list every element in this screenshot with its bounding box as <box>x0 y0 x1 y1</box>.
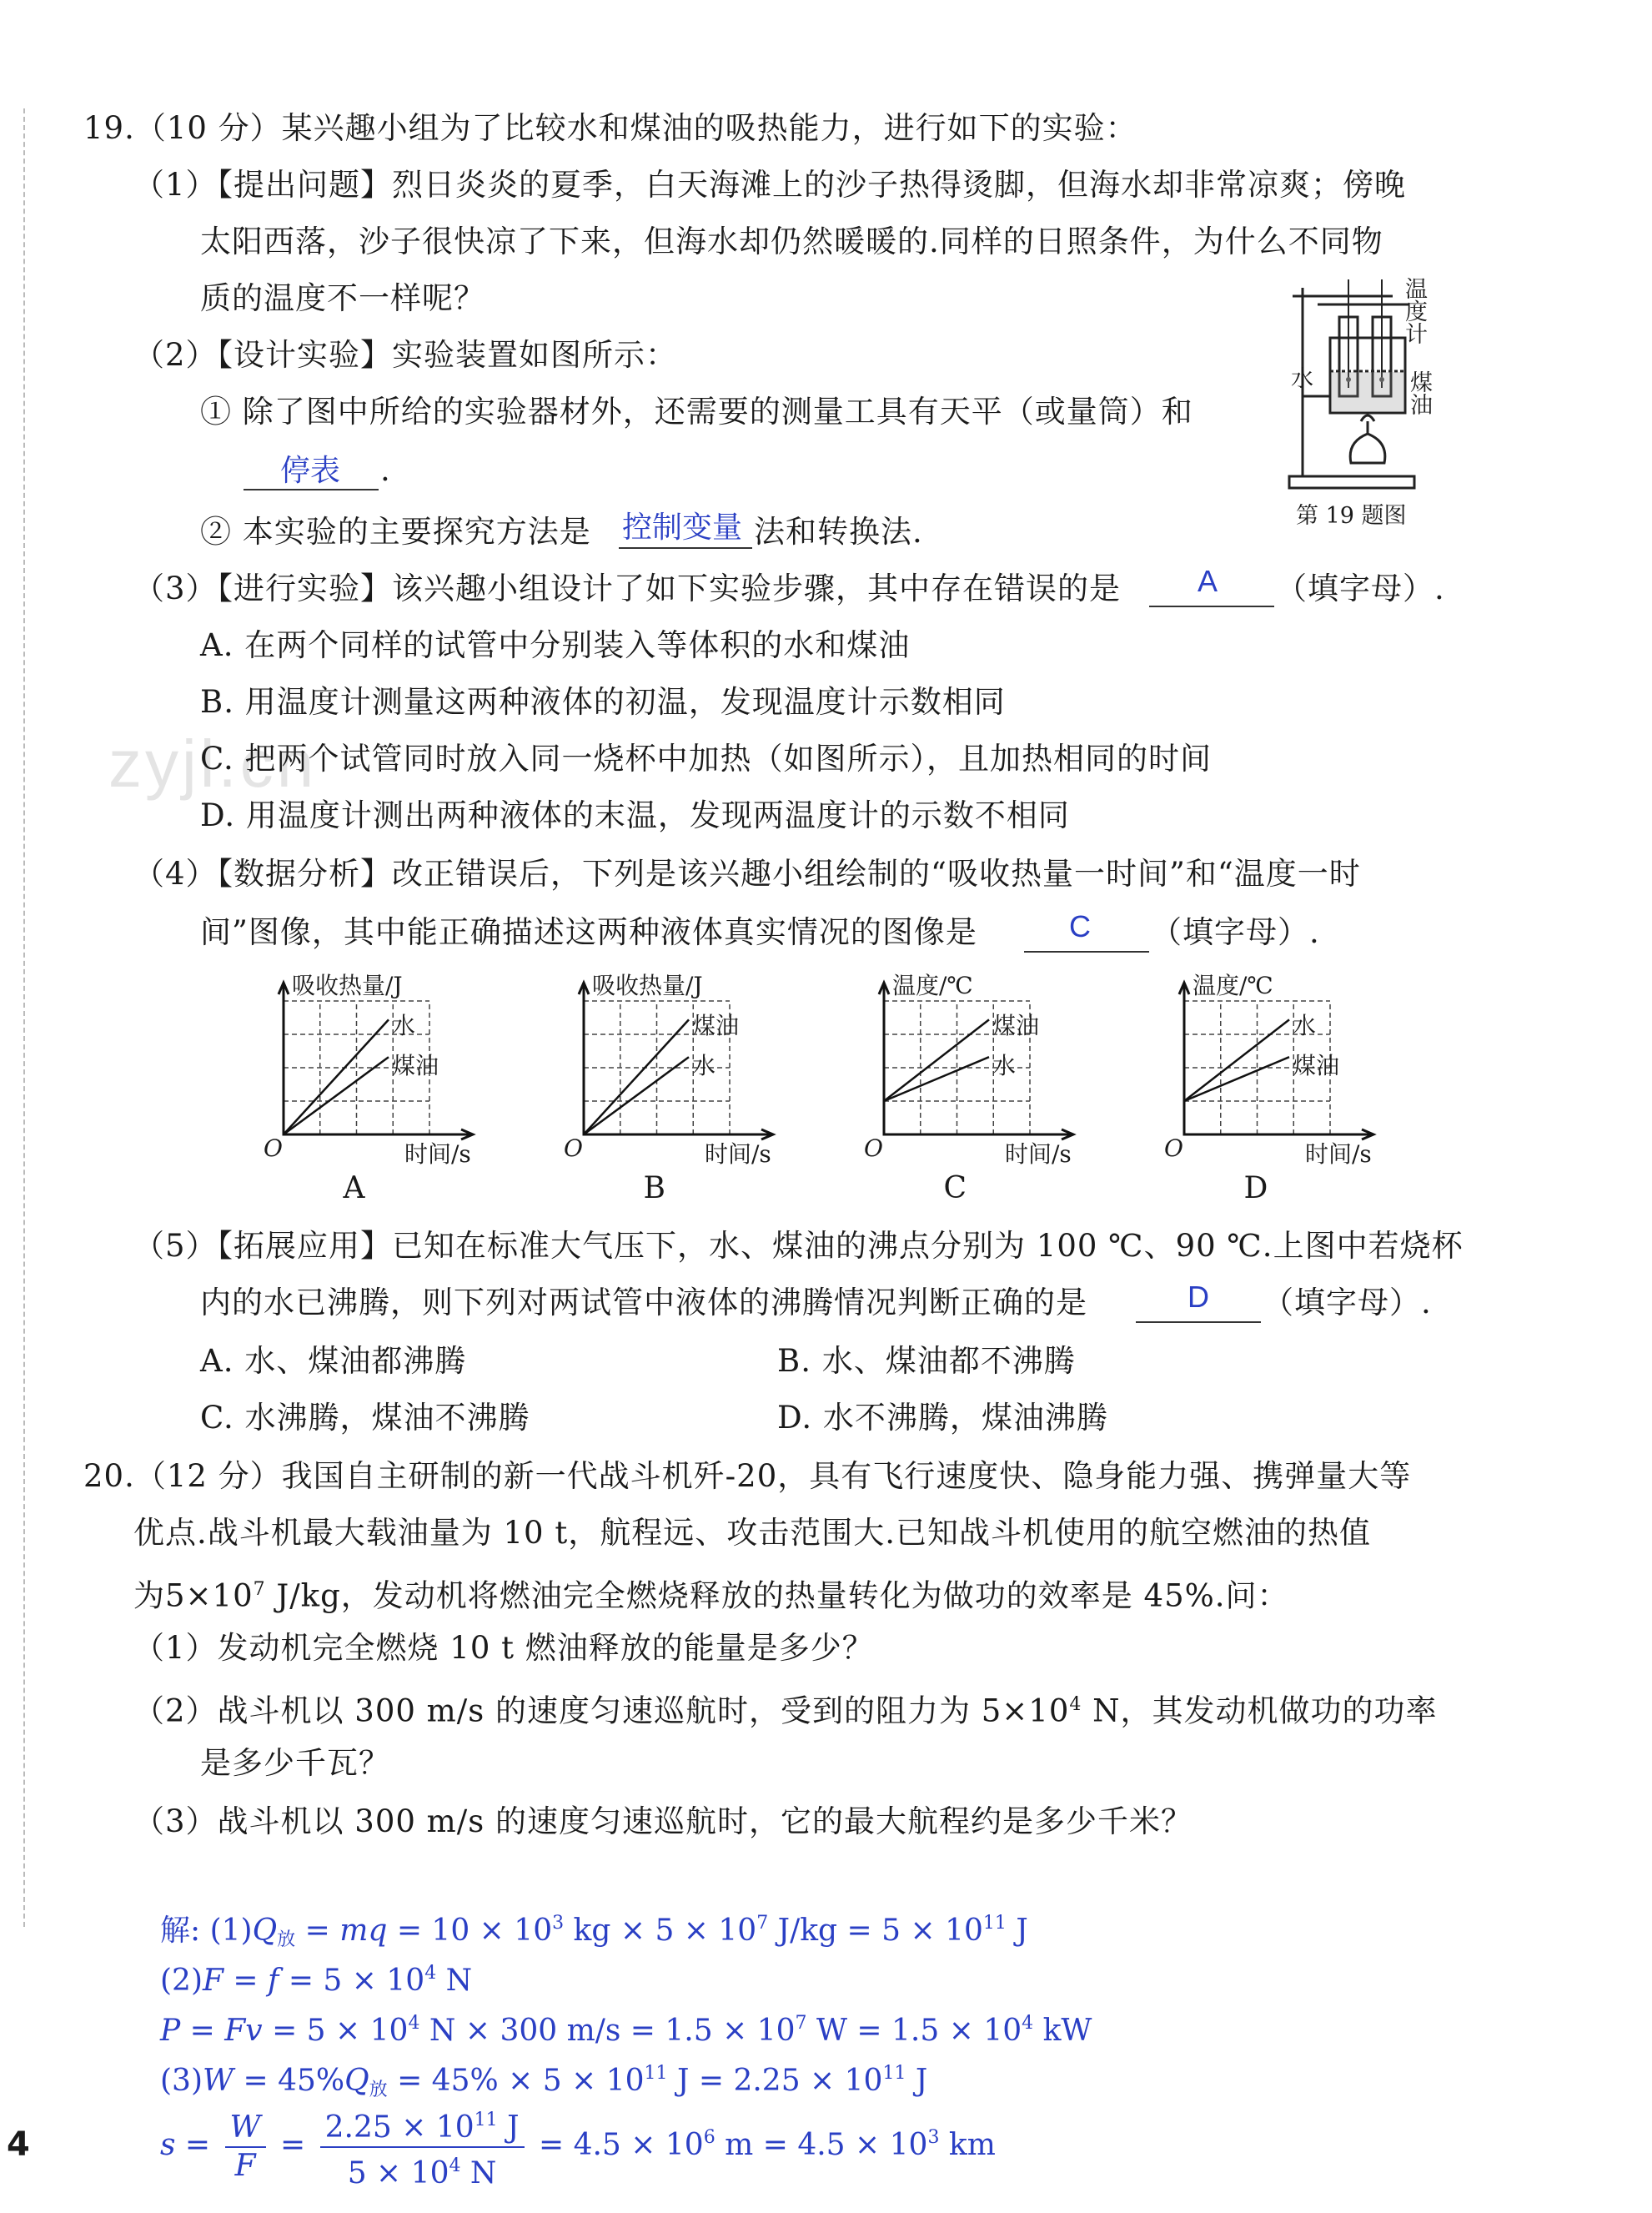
solution-line-3: $P = Fv = 5 \times 10^4$ N × 300 $m/s = 1.5 \times 10^7$ $W = 1.5 \times 10^4$ kW <box>160 2013 1092 2048</box>
q19-part1-line2: 太阳西落，沙子很快凉了下来，但海水却仍然暖暖的.同样的日照条件，为什么不同物 <box>200 224 1383 259</box>
q19-part3-end: （填字母）. <box>1276 571 1445 606</box>
series-label-lower: 煤油 <box>392 1052 439 1079</box>
q19-part2-item2-post: 法和转换法. <box>754 514 923 550</box>
solution-line-4: $(3)W = 45\%Q_放 = 45\% \times 5 \times 10^{11}$ $J = 2.25 \times 10^{11}$ J <box>160 2063 928 2100</box>
y-axis-label: 吸收热量/J <box>292 972 403 999</box>
graph-a <box>250 968 525 1218</box>
q19-part2-item1: ① 除了图中所给的实验器材外，还需要的测量工具有天平（或量筒）和 <box>200 394 1193 430</box>
q19-part1-line3: 质的温度不一样呢？ <box>200 280 485 316</box>
solution-line-5: s = $\frac{W}{F}$ = $\frac{2.25 \times 10^{11} J}{5 \times 10^4 N}$ = $4.5 \times 10^6$ $m = 4.5 \times 10^3$ km <box>160 2102 996 2192</box>
series-line-upper <box>284 1019 389 1134</box>
axes <box>584 986 771 1134</box>
series-label-lower: 水 <box>692 1052 716 1079</box>
watermark: zyjl.cn <box>108 727 318 801</box>
figure-caption: 第 19 题图 <box>1296 503 1407 529</box>
solution-line-1: 解: $(1)Q_放$ = mq = $10 \times 10^3$ kg × $5 \times 10^7$ $J/kg = 5 \times 10^{11}$ J <box>160 1913 1028 1950</box>
origin-label: O <box>1164 1134 1183 1162</box>
q19-part1-line1: （1）【提出问题】烈日炎炎的夏季，白天海滩上的沙子热得烫脚，但海水却非常凉爽；傍晚 <box>133 167 1407 203</box>
q19-part3-title: （3）【进行实验】该兴趣小组设计了如下实验步骤，其中存在错误的是 <box>133 571 1122 606</box>
label-kerosene: 煤油 <box>1406 370 1432 415</box>
q20-line1: 20.（12 分）我国自主研制的新一代战斗机歼-20，具有飞行速度快、隐身能力强、携弹量大等 <box>83 1458 1412 1494</box>
q19-part5-option-b: B. 水、煤油都不沸腾 <box>777 1343 1076 1379</box>
label-thermometer: 温度计 <box>1401 277 1427 345</box>
q19-part2-title: （2）【设计实验】实验装置如图所示： <box>133 337 678 373</box>
series-label-upper: 水 <box>1293 1012 1317 1039</box>
series-line-lower <box>284 1057 389 1134</box>
q19-part5-option-c: C. 水沸腾，煤油不沸腾 <box>200 1400 530 1436</box>
origin-label: O <box>264 1134 283 1162</box>
answer-blank-3 <box>1149 606 1274 607</box>
y-axis-label: 温度/℃ <box>892 972 973 999</box>
q20-part3: （3）战斗机以 300 m/s 的速度匀速巡航时，它的最大航程约是多少千米？ <box>133 1803 1193 1839</box>
series-label-upper: 煤油 <box>992 1012 1040 1039</box>
series-line-lower <box>884 1057 989 1101</box>
graph-letter: D <box>1243 1171 1268 1205</box>
answer-2: 控制变量 <box>622 510 743 544</box>
page-number: 4 <box>7 2125 30 2164</box>
q19-part5-line1: （5）【拓展应用】已知在标准大气压下，水、煤油的沸点分别为 100 ℃、90 ℃.上图中若烧杯 <box>133 1228 1464 1264</box>
graph-d <box>1151 968 1426 1218</box>
x-axis-label: 时间/s <box>705 1140 771 1168</box>
series-label-upper: 煤油 <box>692 1012 740 1039</box>
axes <box>284 986 471 1134</box>
solution-line-2: $(2)F = f = 5 \times 10^4$ N <box>160 1963 473 1998</box>
q19-part4-line2: 间”图像，其中能正确描述这两种液体真实情况的图像是 <box>200 914 977 950</box>
q19-part2-item1-end: . <box>380 452 391 488</box>
series-line-upper <box>884 1019 989 1101</box>
q19-part5-option-d: D. 水不沸腾，煤油沸腾 <box>777 1400 1108 1436</box>
y-axis-label: 吸收热量/J <box>592 972 703 999</box>
axes <box>1184 986 1372 1134</box>
q19-part5-line2: 内的水已沸腾，则下列对两试管中液体的沸腾情况判断正确的是 <box>200 1285 1087 1320</box>
series-line-upper <box>1184 1019 1289 1101</box>
graph-b <box>550 968 826 1218</box>
q19-part5-end: （填字母）. <box>1263 1285 1432 1320</box>
q19-option-c: C. 把两个试管同时放入同一烧杯中加热（如图所示），且加热相同的时间 <box>200 741 1213 777</box>
answer-1: 停表 <box>280 453 341 487</box>
answer-3: A <box>1198 564 1218 598</box>
series-label-lower: 煤油 <box>1293 1052 1340 1079</box>
answer-blank-4 <box>1024 951 1149 953</box>
answer-blank-5 <box>1136 1321 1261 1323</box>
graph-c <box>851 968 1126 1218</box>
q20-line2: 优点.战斗机最大载油量为 10 t，航程远、攻击范围大.已知战斗机使用的航空燃油的热值 <box>133 1515 1371 1551</box>
q19-option-a: A. 在两个同样的试管中分别装入等体积的水和煤油 <box>200 627 911 663</box>
series-label-upper: 水 <box>392 1012 416 1039</box>
series-label-lower: 水 <box>992 1052 1017 1079</box>
answer-4: C <box>1069 909 1091 943</box>
q19-part2-item2-pre: ② 本实验的主要探究方法是 <box>200 514 591 550</box>
q19-option-d: D. 用温度计测出两种液体的末温，发现两温度计的示数不相同 <box>200 797 1070 833</box>
q20-part2-line1: （2）战斗机以 300 m/s 的速度匀速巡航时，受到的阻力为 $5\times 10^4$ N，其发动机做功的功率 <box>133 1692 1438 1729</box>
origin-label: O <box>864 1134 883 1162</box>
axes <box>884 986 1072 1134</box>
x-axis-label: 时间/s <box>1305 1140 1372 1168</box>
graph-letter: B <box>643 1171 665 1205</box>
q19-part4-line1: （4）【数据分析】改正错误后，下列是该兴趣小组绘制的“吸收热量一时间”和“温度一时 <box>133 856 1361 892</box>
answer-5: D <box>1188 1280 1209 1314</box>
binding-margin-line <box>23 108 25 1927</box>
y-axis-label: 温度/℃ <box>1193 972 1273 999</box>
x-axis-label: 时间/s <box>404 1140 471 1168</box>
q20-part1: （1）发动机完全燃烧 10 t 燃油释放的能量是多少？ <box>133 1630 874 1666</box>
series-line-lower <box>1184 1057 1289 1101</box>
origin-label: O <box>564 1134 583 1162</box>
answer-blank-2 <box>619 547 752 549</box>
q19-part5-option-a: A. 水、煤油都沸腾 <box>200 1343 467 1379</box>
q19-title: 19.（10 分）某兴趣小组为了比较水和煤油的吸热能力，进行如下的实验： <box>83 110 1137 146</box>
series-line-lower <box>584 1057 689 1134</box>
graph-letter: A <box>343 1171 365 1205</box>
q19-part4-end: （填字母）. <box>1151 914 1320 950</box>
x-axis-label: 时间/s <box>1005 1140 1072 1168</box>
q20-line3: 为$5\times 10^7$ J/kg，发动机将燃油完全燃烧释放的热量转化为做功的效率是 45%.问： <box>133 1577 1289 1614</box>
q19-option-b: B. 用温度计测量这两种液体的初温，发现温度计示数相同 <box>200 684 1006 720</box>
label-water: 水 <box>1291 366 1313 392</box>
q20-part2-line2: 是多少千瓦？ <box>200 1745 390 1781</box>
graph-letter: C <box>943 1171 967 1205</box>
series-line-upper <box>584 1019 689 1134</box>
